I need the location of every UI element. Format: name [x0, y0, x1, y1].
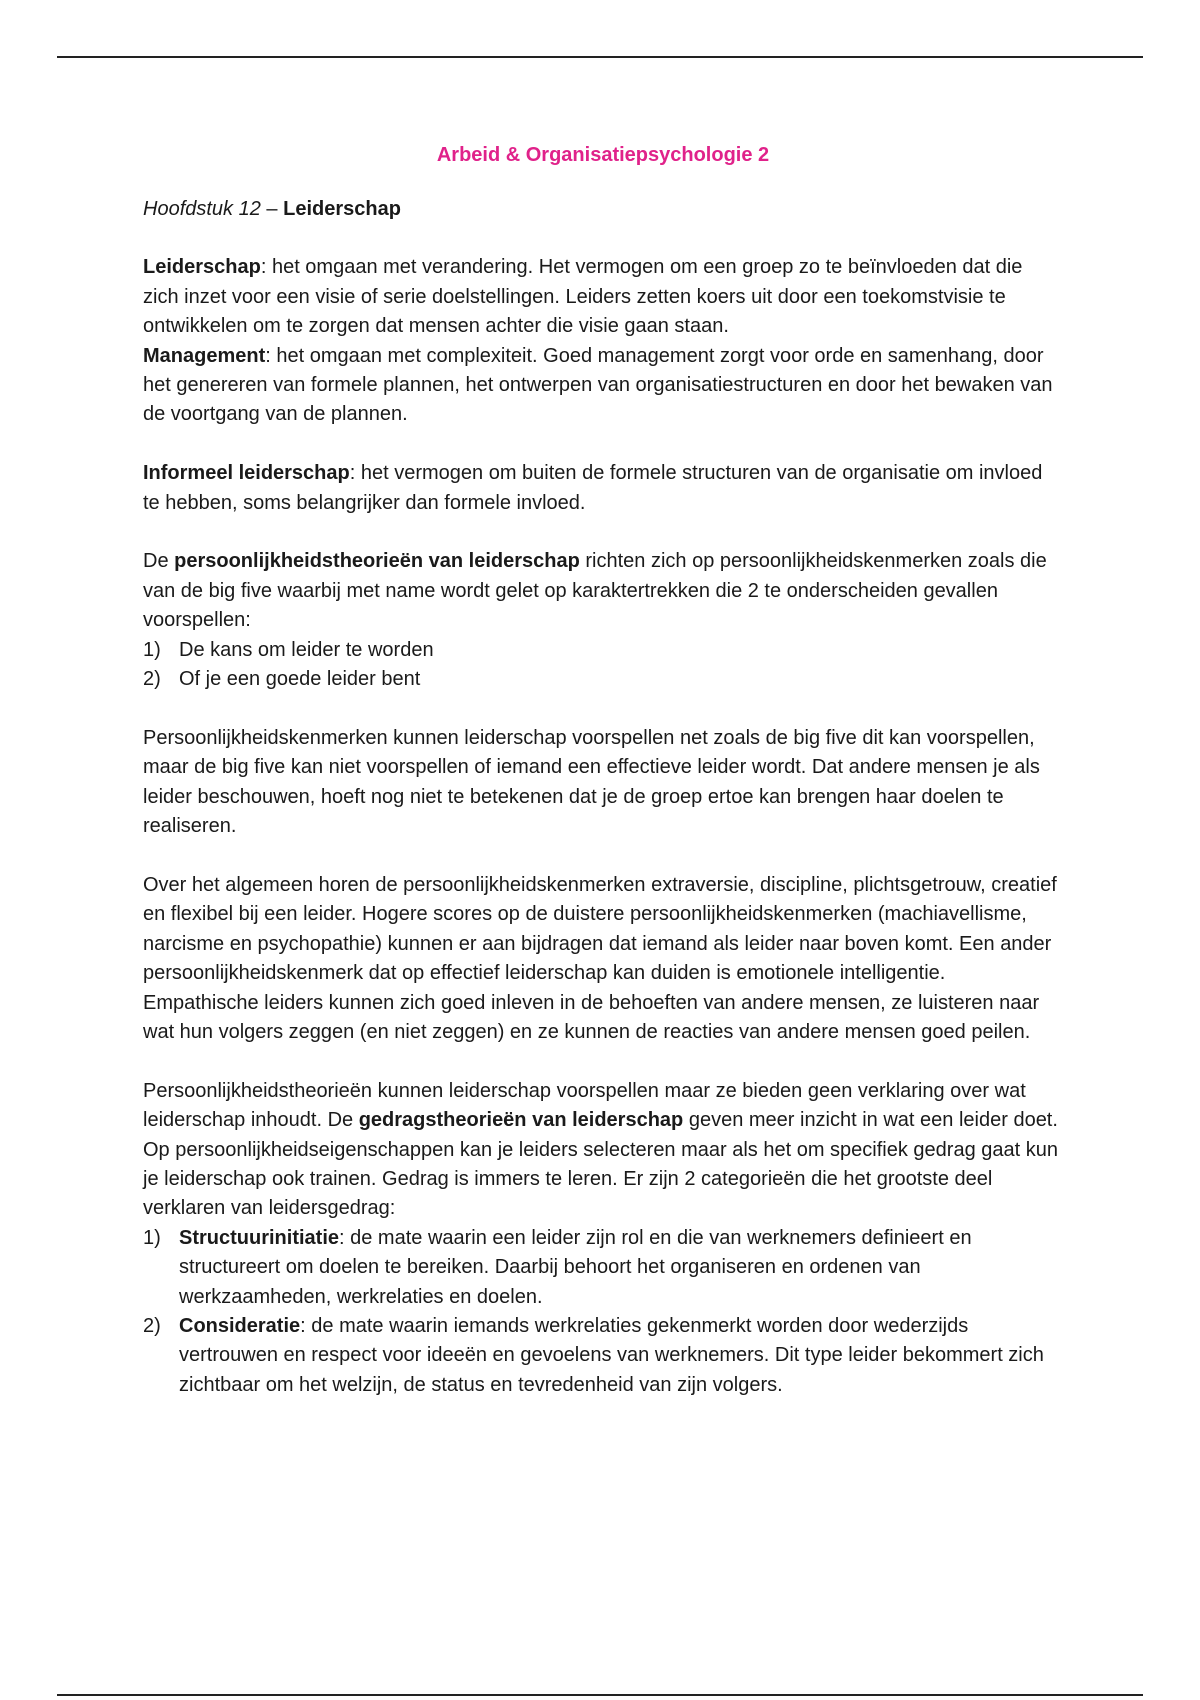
chapter-label: Hoofdstuk 12: [143, 198, 261, 220]
document-page: [143, 140, 1063, 1400]
definition-management: [143, 342, 1063, 430]
definition-text: : het vermogen om buiten de formele structuren van de organisatie om invloed te hebben, soms belangrijker dan formele invloed.: [143, 462, 1043, 514]
term-management: Management: [143, 344, 266, 367]
chapter-dash: –: [260, 198, 284, 220]
term-gedragstheorieen: gedragstheorieën van leiderschap: [358, 1109, 684, 1132]
paragraph-text: geven meer inzicht in wat een leider doet. Op persoonlijkheidseigenschappen kan je leiders selecteren maar als het om specifiek gedrag gaat kun je leiderschap ook trainen. Gedrag is immers te leren. Er zijn 2 categorieën die het grootste deel verklaren van leidersgedrag:: [143, 1109, 1058, 1220]
document-title: Arbeid & Organisatiepsychologie 2: [436, 144, 770, 166]
term-informeel-leiderschap: Informeel leiderschap: [143, 462, 350, 485]
term-consideratie: Consideratie: [179, 1314, 301, 1337]
list-item: [143, 1224, 1063, 1312]
header-rule: [57, 56, 1143, 58]
list-item: [143, 636, 1063, 665]
footer-rule: [57, 1694, 1143, 1696]
chapter-heading: [143, 195, 1063, 224]
paragraph-gedragstheorieen: [143, 1077, 1063, 1224]
list-number: 1): [143, 1226, 161, 1249]
term-leiderschap: Leiderschap: [143, 256, 261, 279]
list-number: 1): [143, 638, 161, 661]
paragraph-big-five: Persoonlijkheidskenmerken kunnen leiderschap voorspellen net zoals de big five dit kan voorspellen, maar de big five kan niet voorspellen of iemand een effectieve leider wordt. Dat andere mensen je als leider beschouwen, hoeft nog niet te betekenen dat je de groep ertoe kan brengen haar doelen te realiseren.: [143, 726, 1040, 838]
term-persoonlijkheidstheorieen: persoonlijkheidstheorieën van leiderschap: [174, 550, 580, 573]
list-item-text: De kans om leider te worden: [179, 638, 434, 661]
paragraph-prefix: Persoonlijkheidstheorieën kunnen leiderschap voorspellen maar ze bieden geen verklaring over wat leiderschap inhoudt. De: [143, 1079, 1026, 1132]
definition-text: : het omgaan met verandering. Het vermogen om een groep zo te beïnvloeden dat die zich inzet voor een visie of serie doelstellingen. Leiders zetten koers uit door een toekomstvisie te ontwikkelen om te zorgen dat mensen achter die visie gaan staan.: [143, 256, 1023, 338]
numbered-list-voorspellen: [143, 636, 1063, 695]
chapter-title: Leiderschap: [283, 198, 401, 220]
term-structuurinitiatie: Structuurinitiatie: [179, 1226, 340, 1249]
paragraph-persoonlijkheidstheorieen: [143, 547, 1063, 635]
list-item: [143, 1312, 1063, 1400]
paragraph-text: richten zich op persoonlijkheidskenmerken zoals die van de big five waarbij met name wordt gelet op karaktertrekken die 2 te onderscheiden gevallen voorspellen:: [143, 550, 1047, 632]
paragraph-algemeen: Over het algemeen horen de persoonlijkheidskenmerken extraversie, discipline, plichtsgetrouw, creatief en flexibel bij een leider. Hogere scores op de duistere persoonlijkheidskenmerken (machiavellisme, narcisme en psychopathie) kunnen er aan bijdragen dat iemand als leider naar boven komt. Een ander persoonlijkheidskenmerk dat op effectief leiderschap kan duiden is emotionele intelligentie. Empathische leiders kunnen zich goed inleven in de behoeften van andere mensen, ze luisteren naar wat hun volgers zeggen (en niet zeggen) en ze kunnen de reacties van andere mensen goed peilen.: [143, 873, 1057, 1043]
definition-informeel-leiderschap: [143, 459, 1063, 518]
list-item-text: : de mate waarin een leider zijn rol en die van werknemers definieert en structureert om doelen te bereiken. Daarbij behoort het organiseren en ordenen van werkzaamheden, werkrelaties en doelen.: [179, 1226, 972, 1308]
definition-leiderschap: [143, 253, 1063, 341]
list-number: 2): [143, 668, 161, 691]
definition-text: : het omgaan met complexiteit. Goed management zorgt voor orde en samenhang, door het genereren van formele plannen, het ontwerpen van organisatiestructuren en door het bewaken van de voortgang van de plannen.: [143, 344, 1053, 426]
numbered-list-leidersgedrag: [143, 1224, 1063, 1400]
list-item-text: : de mate waarin iemands werkrelaties gekenmerkt worden door wederzijds vertrouwen en respect voor ideeën en gevoelens van werknemers. Dit type leider bekommert zich zichtbaar om het welzijn, de status en tevredenheid van zijn volgers.: [179, 1314, 1044, 1396]
list-number: 2): [143, 1314, 161, 1337]
list-item-text: Of je een goede leider bent: [179, 668, 421, 691]
list-item: [143, 665, 1063, 694]
paragraph-prefix: De: [143, 550, 175, 573]
